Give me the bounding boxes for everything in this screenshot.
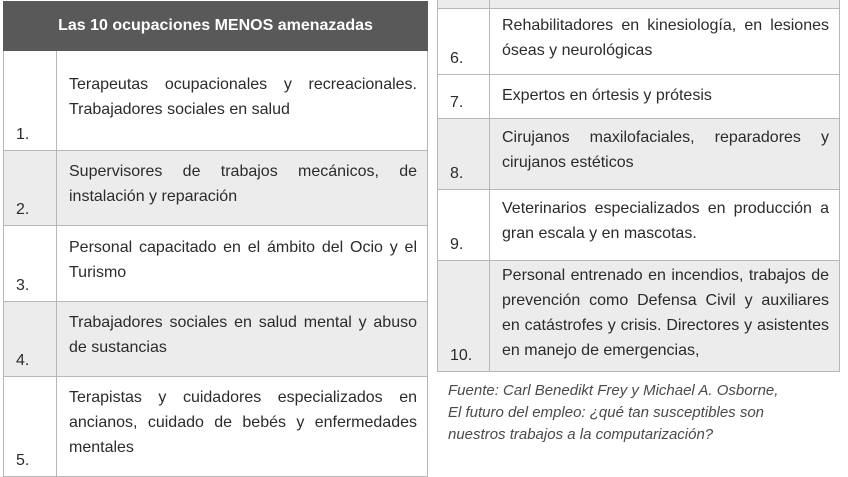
table-row — [4, 51, 428, 151]
least-threatened-table-right — [437, 0, 840, 372]
row-number: 10. — [438, 261, 490, 372]
source-citation — [448, 380, 838, 446]
row-number: 3. — [4, 226, 57, 302]
row-number: 7. — [438, 75, 490, 119]
row-number: 8. — [438, 119, 490, 190]
occupation-text: Personal capacitado en el ámbito del Ocio y el Turismo — [57, 226, 428, 302]
table-row — [4, 302, 428, 377]
row-number: 6. — [438, 9, 490, 75]
table-row — [438, 119, 840, 190]
table-row — [4, 151, 428, 226]
row-number — [438, 0, 490, 9]
occupation-text: Terapeutas ocupacionales y recreacionales. Trabajadores sociales en salud — [57, 51, 428, 151]
occupation-text: Supervisores de trabajos mecánicos, de instalación y reparación — [57, 151, 428, 226]
table-row — [4, 377, 428, 477]
table-header: Las 10 ocupaciones MENOS amenazadas — [4, 2, 428, 51]
occupation-text: Rehabilitadores en kinesiología, en lesiones óseas y neurológicas — [490, 9, 840, 75]
least-threatened-table-left — [3, 1, 428, 477]
occupation-text: Trabajadores sociales en salud mental y abuso de sustancias — [57, 302, 428, 377]
table-row — [4, 226, 428, 302]
occupation-text: Expertos en órtesis y prótesis — [490, 75, 840, 119]
row-number: 5. — [4, 377, 57, 477]
occupation-text: Terapistas y cuidadores especializados en ancianos, cuidado de bebés y enfermedades mentales — [57, 377, 428, 477]
table-row — [438, 9, 840, 75]
occupation-text: Veterinarios especializados en producción a gran escala y en mascotas. — [490, 190, 840, 261]
table-row — [438, 0, 840, 9]
source-line: nuestros trabajos a la computarización? — [448, 426, 714, 443]
occupation-text: Cirujanos maxilofaciales, reparadores y cirujanos estéticos — [490, 119, 840, 190]
row-number: 4. — [4, 302, 57, 377]
source-line: El futuro del empleo: ¿qué tan susceptibles son — [448, 404, 765, 421]
row-number: 2. — [4, 151, 57, 226]
table-row — [438, 75, 840, 119]
table-row — [438, 190, 840, 261]
occupation-text — [490, 0, 840, 9]
row-number: 9. — [438, 190, 490, 261]
row-number: 1. — [4, 51, 57, 151]
source-line: Fuente: Carl Benedikt Frey y Michael A. Osborne, — [448, 382, 779, 399]
table-row — [438, 261, 840, 372]
occupation-text: Personal entrenado en incendios, trabajos de prevención como Defensa Civil y auxiliares en catástrofes y crisis. Directores y asistentes en manejo de emergencias, — [490, 261, 840, 372]
